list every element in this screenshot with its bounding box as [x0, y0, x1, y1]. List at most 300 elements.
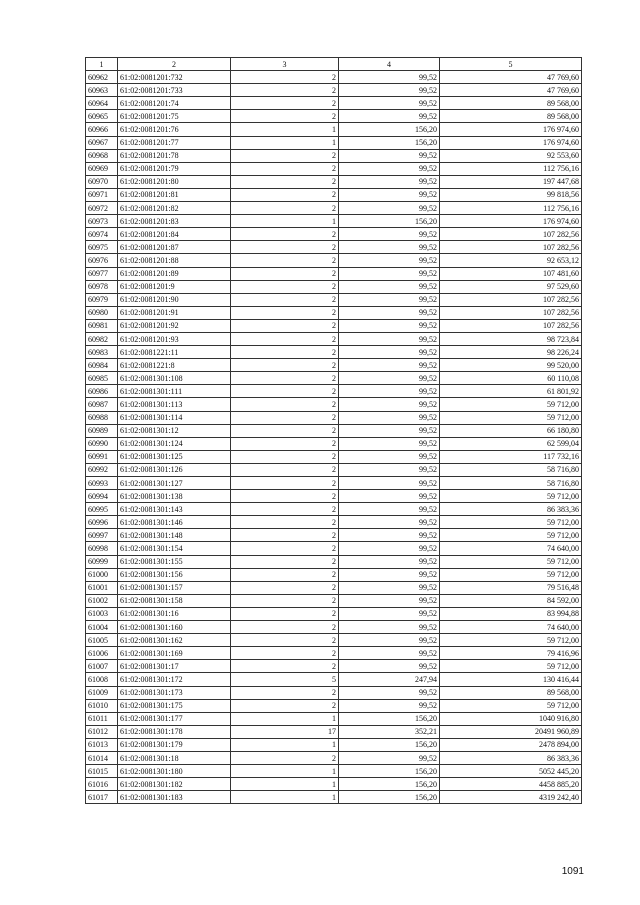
area-cell: 99,52: [339, 411, 440, 424]
row-number-cell: 61017: [86, 791, 118, 804]
count-cell: 2: [231, 647, 339, 660]
cadastral-number-cell: 61:02:0081301:17: [118, 660, 231, 673]
row-number-cell: 60981: [86, 319, 118, 332]
table-row: [86, 738, 582, 751]
table-row: [86, 751, 582, 764]
area-cell: 99,52: [339, 398, 440, 411]
area-cell: 156,20: [339, 765, 440, 778]
value-cell: 107 481,60: [440, 267, 582, 280]
count-cell: 17: [231, 725, 339, 738]
value-cell: 59 712,00: [440, 411, 582, 424]
table-row: [86, 202, 582, 215]
value-cell: 107 282,56: [440, 228, 582, 241]
row-number-cell: 60976: [86, 254, 118, 267]
value-cell: 107 282,56: [440, 319, 582, 332]
cadastral-number-cell: 61:02:0081201:82: [118, 202, 231, 215]
count-cell: 1: [231, 215, 339, 228]
table-row: [86, 424, 582, 437]
value-cell: 197 447,68: [440, 175, 582, 188]
area-cell: 99,52: [339, 306, 440, 319]
area-cell: 156,20: [339, 778, 440, 791]
count-cell: 2: [231, 359, 339, 372]
cadastral-number-cell: 61:02:0081301:146: [118, 516, 231, 529]
cadastral-number-cell: 61:02:0081201:78: [118, 149, 231, 162]
area-cell: 99,52: [339, 581, 440, 594]
row-number-cell: 61013: [86, 738, 118, 751]
table-row: [86, 110, 582, 123]
area-cell: 156,20: [339, 215, 440, 228]
cadastral-number-cell: 61:02:0081301:113: [118, 398, 231, 411]
row-number-cell: 60962: [86, 71, 118, 84]
value-cell: 86 383,36: [440, 503, 582, 516]
area-cell: 99,52: [339, 332, 440, 345]
table-row: [86, 594, 582, 607]
table-row: [86, 162, 582, 175]
count-cell: 2: [231, 621, 339, 634]
area-cell: 156,20: [339, 791, 440, 804]
row-number-cell: 60990: [86, 437, 118, 450]
table-row: [86, 555, 582, 568]
row-number-cell: 61011: [86, 712, 118, 725]
cadastral-number-cell: 61:02:0081221:8: [118, 359, 231, 372]
table-row: [86, 778, 582, 791]
table-row: [86, 437, 582, 450]
count-cell: 2: [231, 346, 339, 359]
table-row: [86, 607, 582, 620]
count-cell: 2: [231, 660, 339, 673]
row-number-cell: 60978: [86, 280, 118, 293]
area-cell: 99,52: [339, 503, 440, 516]
area-cell: 99,52: [339, 359, 440, 372]
row-number-cell: 60994: [86, 490, 118, 503]
table-row: [86, 463, 582, 476]
row-number-cell: 60974: [86, 228, 118, 241]
value-cell: 5052 445,20: [440, 765, 582, 778]
value-cell: 74 640,00: [440, 542, 582, 555]
area-cell: 99,52: [339, 634, 440, 647]
area-cell: 99,52: [339, 97, 440, 110]
area-cell: 156,20: [339, 136, 440, 149]
area-cell: 99,52: [339, 594, 440, 607]
value-cell: 107 282,56: [440, 241, 582, 254]
value-cell: 20491 960,89: [440, 725, 582, 738]
table-row: [86, 791, 582, 804]
column-header-1: 1: [86, 58, 118, 71]
area-cell: 99,52: [339, 647, 440, 660]
count-cell: 2: [231, 385, 339, 398]
area-cell: 99,52: [339, 149, 440, 162]
cadastral-number-cell: 61:02:0081201:80: [118, 175, 231, 188]
cadastral-number-cell: 61:02:0081301:12: [118, 424, 231, 437]
cadastral-number-cell: 61:02:0081301:127: [118, 477, 231, 490]
value-cell: 92 553,60: [440, 149, 582, 162]
cadastral-number-cell: 61:02:0081301:155: [118, 555, 231, 568]
cadastral-number-cell: 61:02:0081301:114: [118, 411, 231, 424]
value-cell: 66 180,80: [440, 424, 582, 437]
cadastral-number-cell: 61:02:0081201:92: [118, 319, 231, 332]
row-number-cell: 61010: [86, 699, 118, 712]
value-cell: 59 712,00: [440, 568, 582, 581]
cadastral-number-cell: 61:02:0081301:172: [118, 673, 231, 686]
area-cell: 99,52: [339, 385, 440, 398]
row-number-cell: 60975: [86, 241, 118, 254]
count-cell: 5: [231, 673, 339, 686]
cadastral-number-cell: 61:02:0081201:84: [118, 228, 231, 241]
row-number-cell: 61005: [86, 634, 118, 647]
value-cell: 59 712,00: [440, 634, 582, 647]
row-number-cell: 61016: [86, 778, 118, 791]
count-cell: 2: [231, 162, 339, 175]
value-cell: 59 712,00: [440, 660, 582, 673]
cadastral-number-cell: 61:02:0081301:162: [118, 634, 231, 647]
cadastral-number-cell: 61:02:0081201:733: [118, 84, 231, 97]
value-cell: 107 282,56: [440, 293, 582, 306]
cadastral-number-cell: 61:02:0081201:74: [118, 97, 231, 110]
table-row: [86, 398, 582, 411]
cadastral-number-cell: 61:02:0081301:178: [118, 725, 231, 738]
row-number-cell: 60993: [86, 477, 118, 490]
cadastral-number-cell: 61:02:0081301:156: [118, 568, 231, 581]
row-number-cell: 60982: [86, 332, 118, 345]
count-cell: 2: [231, 555, 339, 568]
cadastral-number-cell: 61:02:0081201:76: [118, 123, 231, 136]
table-row: [86, 241, 582, 254]
count-cell: 2: [231, 490, 339, 503]
count-cell: 2: [231, 175, 339, 188]
count-cell: 2: [231, 529, 339, 542]
value-cell: 86 383,36: [440, 751, 582, 764]
count-cell: 2: [231, 594, 339, 607]
area-cell: 99,52: [339, 437, 440, 450]
cadastral-number-cell: 61:02:0081201:9: [118, 280, 231, 293]
table-row: [86, 267, 582, 280]
area-cell: 247,94: [339, 673, 440, 686]
count-cell: 1: [231, 123, 339, 136]
value-cell: 98 723,84: [440, 332, 582, 345]
area-cell: 156,20: [339, 123, 440, 136]
row-number-cell: 61015: [86, 765, 118, 778]
cadastral-number-cell: 61:02:0081301:148: [118, 529, 231, 542]
count-cell: 2: [231, 516, 339, 529]
row-number-cell: 60995: [86, 503, 118, 516]
count-cell: 2: [231, 634, 339, 647]
row-number-cell: 60971: [86, 188, 118, 201]
count-cell: 2: [231, 424, 339, 437]
row-number-cell: 60989: [86, 424, 118, 437]
cadastral-number-cell: 61:02:0081201:732: [118, 71, 231, 84]
value-cell: 83 994,88: [440, 607, 582, 620]
count-cell: 2: [231, 568, 339, 581]
row-number-cell: 60992: [86, 463, 118, 476]
value-cell: 89 568,00: [440, 110, 582, 123]
row-number-cell: 60967: [86, 136, 118, 149]
cadastral-number-cell: 61:02:0081201:89: [118, 267, 231, 280]
area-cell: 99,52: [339, 188, 440, 201]
count-cell: 2: [231, 686, 339, 699]
row-number-cell: 60963: [86, 84, 118, 97]
count-cell: 2: [231, 332, 339, 345]
table-row: [86, 71, 582, 84]
area-cell: 99,52: [339, 110, 440, 123]
area-cell: 99,52: [339, 555, 440, 568]
row-number-cell: 61014: [86, 751, 118, 764]
count-cell: 1: [231, 765, 339, 778]
row-number-cell: 61002: [86, 594, 118, 607]
value-cell: 98 226,24: [440, 346, 582, 359]
table-row: [86, 712, 582, 725]
value-cell: 89 568,00: [440, 686, 582, 699]
table-row: [86, 319, 582, 332]
area-cell: 99,52: [339, 607, 440, 620]
count-cell: 2: [231, 188, 339, 201]
table-row: [86, 490, 582, 503]
row-number-cell: 60987: [86, 398, 118, 411]
row-number-cell: 60991: [86, 450, 118, 463]
row-number-cell: 60969: [86, 162, 118, 175]
cadastral-number-cell: 61:02:0081301:183: [118, 791, 231, 804]
table-row: [86, 529, 582, 542]
area-cell: 99,52: [339, 621, 440, 634]
cadastral-number-cell: 61:02:0081301:169: [118, 647, 231, 660]
value-cell: 60 110,08: [440, 372, 582, 385]
value-cell: 62 599,04: [440, 437, 582, 450]
cadastral-number-cell: 61:02:0081201:77: [118, 136, 231, 149]
table-row: [86, 306, 582, 319]
area-cell: 99,52: [339, 241, 440, 254]
row-number-cell: 61004: [86, 621, 118, 634]
count-cell: 2: [231, 699, 339, 712]
column-header-4: 4: [339, 58, 440, 71]
cadastral-number-cell: 61:02:0081301:158: [118, 594, 231, 607]
table-row: [86, 293, 582, 306]
value-cell: 59 712,00: [440, 398, 582, 411]
table-row: [86, 621, 582, 634]
value-cell: 176 974,60: [440, 136, 582, 149]
row-number-cell: 60998: [86, 542, 118, 555]
row-number-cell: 60965: [86, 110, 118, 123]
row-number-cell: 60983: [86, 346, 118, 359]
area-cell: 99,52: [339, 372, 440, 385]
area-cell: 99,52: [339, 660, 440, 673]
value-cell: 97 529,60: [440, 280, 582, 293]
cadastral-value-table: [85, 57, 582, 804]
value-cell: 89 568,00: [440, 97, 582, 110]
table-row: [86, 411, 582, 424]
row-number-cell: 60966: [86, 123, 118, 136]
cadastral-number-cell: 61:02:0081301:175: [118, 699, 231, 712]
table-row: [86, 372, 582, 385]
row-number-cell: 60984: [86, 359, 118, 372]
count-cell: 2: [231, 751, 339, 764]
table-row: [86, 568, 582, 581]
cadastral-number-cell: 61:02:0081301:157: [118, 581, 231, 594]
count-cell: 2: [231, 542, 339, 555]
table-row: [86, 673, 582, 686]
table-row: [86, 149, 582, 162]
count-cell: 2: [231, 372, 339, 385]
count-cell: 1: [231, 791, 339, 804]
area-cell: 99,52: [339, 319, 440, 332]
value-cell: 59 712,00: [440, 699, 582, 712]
value-cell: 59 712,00: [440, 516, 582, 529]
table-row: [86, 136, 582, 149]
area-cell: 99,52: [339, 228, 440, 241]
row-number-cell: 60973: [86, 215, 118, 228]
area-cell: 99,52: [339, 699, 440, 712]
cadastral-number-cell: 61:02:0081301:160: [118, 621, 231, 634]
row-number-cell: 60986: [86, 385, 118, 398]
area-cell: 99,52: [339, 71, 440, 84]
count-cell: 2: [231, 267, 339, 280]
count-cell: 2: [231, 398, 339, 411]
row-number-cell: 60979: [86, 293, 118, 306]
area-cell: 99,52: [339, 477, 440, 490]
count-cell: 2: [231, 477, 339, 490]
table-row: [86, 280, 582, 293]
area-cell: 99,52: [339, 516, 440, 529]
table-row: [86, 175, 582, 188]
row-number-cell: 61008: [86, 673, 118, 686]
area-cell: 99,52: [339, 751, 440, 764]
table-body: [86, 71, 582, 804]
area-cell: 99,52: [339, 490, 440, 503]
value-cell: 4319 242,40: [440, 791, 582, 804]
cadastral-number-cell: 61:02:0081201:91: [118, 306, 231, 319]
count-cell: 1: [231, 778, 339, 791]
column-header-3: 3: [231, 58, 339, 71]
row-number-cell: 60985: [86, 372, 118, 385]
cadastral-number-cell: 61:02:0081301:126: [118, 463, 231, 476]
area-cell: 99,52: [339, 84, 440, 97]
cadastral-number-cell: 61:02:0081301:180: [118, 765, 231, 778]
cadastral-number-cell: 61:02:0081301:108: [118, 372, 231, 385]
cadastral-number-cell: 61:02:0081201:83: [118, 215, 231, 228]
value-cell: 4458 885,20: [440, 778, 582, 791]
count-cell: 2: [231, 110, 339, 123]
value-cell: 99 520,00: [440, 359, 582, 372]
area-cell: 99,52: [339, 162, 440, 175]
cadastral-number-cell: 61:02:0081301:124: [118, 437, 231, 450]
row-number-cell: 60980: [86, 306, 118, 319]
row-number-cell: 60970: [86, 175, 118, 188]
table-row: [86, 634, 582, 647]
count-cell: 2: [231, 306, 339, 319]
count-cell: 2: [231, 581, 339, 594]
cadastral-number-cell: 61:02:0081301:173: [118, 686, 231, 699]
count-cell: 2: [231, 607, 339, 620]
count-cell: 2: [231, 84, 339, 97]
area-cell: 99,52: [339, 686, 440, 699]
cadastral-number-cell: 61:02:0081301:177: [118, 712, 231, 725]
cadastral-number-cell: 61:02:0081301:125: [118, 450, 231, 463]
row-number-cell: 60972: [86, 202, 118, 215]
table-row: [86, 542, 582, 555]
value-cell: 47 769,60: [440, 84, 582, 97]
row-number-cell: 60977: [86, 267, 118, 280]
cadastral-number-cell: 61:02:0081201:79: [118, 162, 231, 175]
value-cell: 176 974,60: [440, 215, 582, 228]
table-row: [86, 450, 582, 463]
table-row: [86, 385, 582, 398]
count-cell: 2: [231, 97, 339, 110]
value-cell: 112 756,16: [440, 162, 582, 175]
count-cell: 2: [231, 463, 339, 476]
cadastral-number-cell: 61:02:0081301:138: [118, 490, 231, 503]
table-row: [86, 581, 582, 594]
table-row: [86, 215, 582, 228]
value-cell: 107 282,56: [440, 306, 582, 319]
cadastral-number-cell: 61:02:0081201:88: [118, 254, 231, 267]
cadastral-number-cell: 61:02:0081301:111: [118, 385, 231, 398]
area-cell: 99,52: [339, 450, 440, 463]
row-number-cell: 61007: [86, 660, 118, 673]
value-cell: 59 712,00: [440, 555, 582, 568]
count-cell: 1: [231, 738, 339, 751]
table-row: [86, 84, 582, 97]
area-cell: 156,20: [339, 738, 440, 751]
table-row: [86, 188, 582, 201]
area-cell: 99,52: [339, 293, 440, 306]
table-row: [86, 725, 582, 738]
cadastral-number-cell: 61:02:0081301:16: [118, 607, 231, 620]
area-cell: 99,52: [339, 346, 440, 359]
count-cell: 2: [231, 280, 339, 293]
page-number: 1091: [561, 866, 584, 877]
count-cell: 2: [231, 241, 339, 254]
area-cell: 99,52: [339, 202, 440, 215]
table-row: [86, 123, 582, 136]
cadastral-number-cell: 61:02:0081201:75: [118, 110, 231, 123]
value-cell: 130 416,44: [440, 673, 582, 686]
area-cell: 99,52: [339, 175, 440, 188]
header-row: [86, 58, 582, 71]
value-cell: 59 712,00: [440, 529, 582, 542]
value-cell: 58 716,80: [440, 463, 582, 476]
row-number-cell: 60968: [86, 149, 118, 162]
value-cell: 61 801,92: [440, 385, 582, 398]
row-number-cell: 61006: [86, 647, 118, 660]
count-cell: 2: [231, 149, 339, 162]
cadastral-number-cell: 61:02:0081201:93: [118, 332, 231, 345]
cadastral-number-cell: 61:02:0081301:179: [118, 738, 231, 751]
area-cell: 352,21: [339, 725, 440, 738]
table-row: [86, 686, 582, 699]
value-cell: 47 769,60: [440, 71, 582, 84]
table-row: [86, 765, 582, 778]
value-cell: 59 712,00: [440, 490, 582, 503]
row-number-cell: 60997: [86, 529, 118, 542]
table-row: [86, 503, 582, 516]
row-number-cell: 60964: [86, 97, 118, 110]
count-cell: 2: [231, 319, 339, 332]
count-cell: 2: [231, 437, 339, 450]
table-row: [86, 359, 582, 372]
area-cell: 99,52: [339, 267, 440, 280]
cadastral-number-cell: 61:02:0081301:18: [118, 751, 231, 764]
value-cell: 117 732,16: [440, 450, 582, 463]
row-number-cell: 60988: [86, 411, 118, 424]
column-header-2: 2: [118, 58, 231, 71]
count-cell: 2: [231, 228, 339, 241]
count-cell: 2: [231, 411, 339, 424]
cadastral-number-cell: 61:02:0081301:182: [118, 778, 231, 791]
count-cell: 2: [231, 503, 339, 516]
row-number-cell: 60996: [86, 516, 118, 529]
column-header-5: 5: [440, 58, 582, 71]
value-cell: 79 416,96: [440, 647, 582, 660]
row-number-cell: 61009: [86, 686, 118, 699]
cadastral-number-cell: 61:02:0081201:90: [118, 293, 231, 306]
